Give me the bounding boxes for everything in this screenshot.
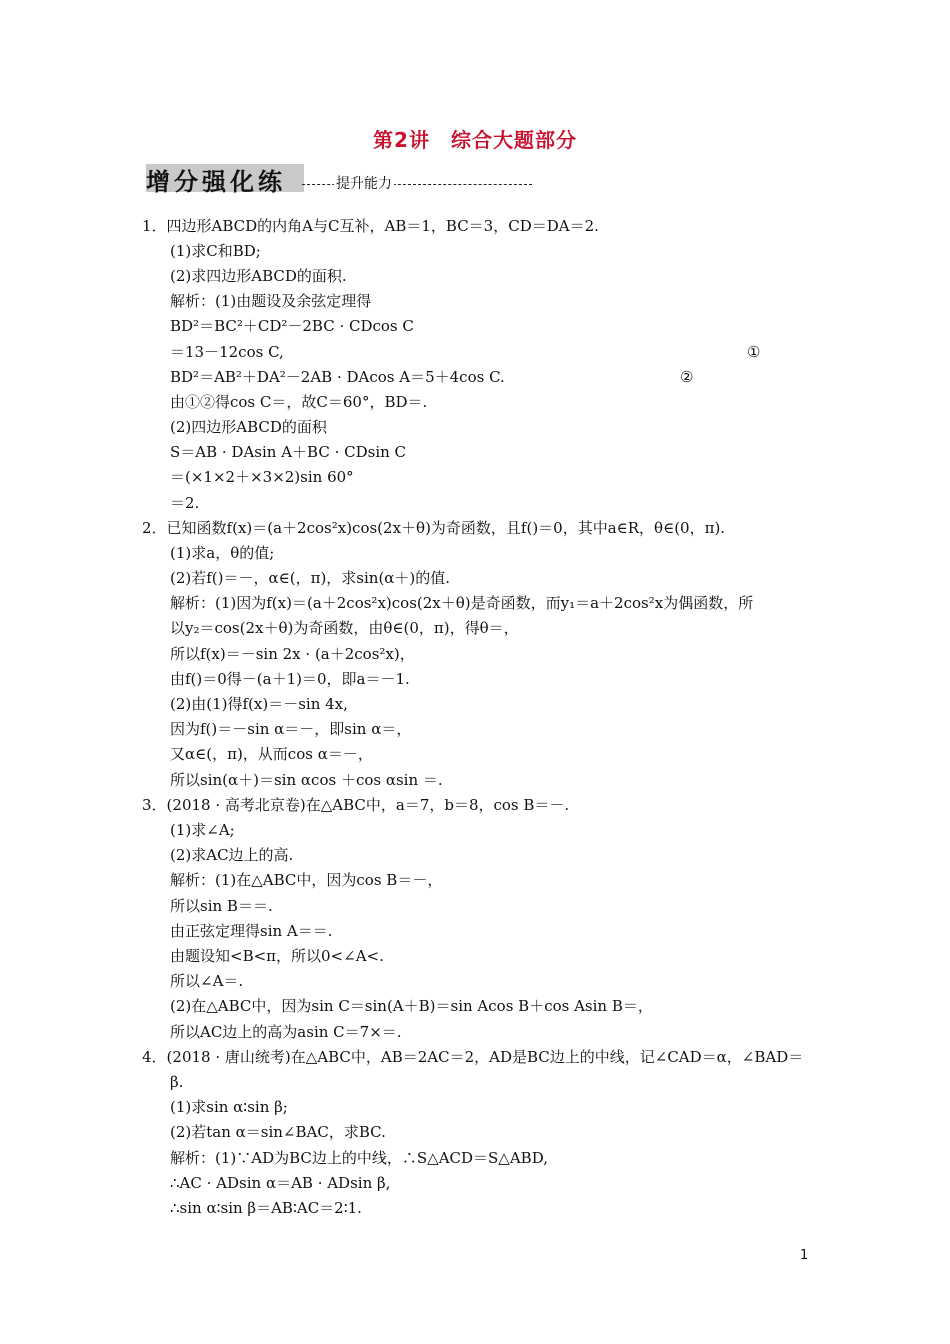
text-line: BD²＝BC²＋CD²－2BC · CDcos C (170, 317, 414, 335)
page-title: 第2讲 综合大题部分 (373, 128, 577, 152)
text-line: (2)求四边形ABCD的面积. (170, 267, 347, 285)
text-line: (2)求AC边上的高. (170, 846, 294, 864)
text-line: S＝AB · DAsin A＋BC · CDsin C (170, 443, 407, 461)
text-line: 解析：(1)∵AD为BC边上的中线，∴S△ACD＝S△ABD, (170, 1149, 548, 1167)
equation-marker-1: ① (747, 343, 761, 361)
text-line: (2)若f()＝－，α∈(，π)，求sin(α＋)的值. (170, 569, 451, 587)
text-line: 所以AC边上的高为asin C＝7×＝. (170, 1023, 402, 1041)
text-line: 又α∈(，π)，从而cos α＝－， (170, 745, 373, 763)
text-line: (1)求C和BD; (170, 242, 261, 260)
text-line: 所以sin(α＋)＝sin αcos ＋cos αsin ＝. (170, 771, 443, 789)
text-line: 以y₂＝cos(2x＋θ)为奇函数，由θ∈(0，π)，得θ＝， (170, 619, 519, 637)
equation-marker-2: ② (680, 368, 694, 386)
text-line: 1．四边形ABCD的内角A与C互补，AB＝1，BC＝3，CD＝DA＝2. (142, 217, 599, 235)
text-line: 所以sin B＝＝. (170, 897, 273, 915)
text-line: ＝(×1×2＋×3×2)sin 60° (170, 468, 354, 486)
text-line: ∴AC · ADsin α＝AB · ADsin β, (170, 1174, 391, 1192)
text-line: 因为f()＝－sin α＝－，即sin α＝， (170, 720, 412, 738)
page-number: 1 (800, 1248, 809, 1263)
text-line: 由题设知<B<π，所以0<∠A<. (170, 947, 384, 965)
text-line: (1)求sin α∶sin β; (170, 1098, 288, 1116)
text-line: ＝2. (170, 494, 200, 512)
text-line: 由①②得cos C＝，故C＝60°，BD＝. (170, 393, 428, 411)
text-line: (2)在△ABC中，因为sin C＝sin(A＋B)＝sin Acos B＋cos Asin B＝， (170, 997, 653, 1015)
text-line: ∴sin α∶sin β＝AB∶AC＝2∶1. (170, 1199, 362, 1217)
text-line: 由正弦定理得sin A＝＝. (170, 922, 333, 940)
text-line: 解析：(1)由题设及余弦定理得 (170, 292, 372, 310)
text-line: (1)求a，θ的值; (170, 544, 275, 562)
text-line: 所以f(x)＝－sin 2x · (a＋2cos²x)， (170, 645, 415, 663)
banner-sub-text: 提升能力 (334, 173, 394, 193)
text-line: 2．已知函数f(x)＝(a＋2cos²x)cos(2x＋θ)为奇函数，且f()＝0，其中a∈R，θ∈(0，π). (142, 519, 726, 537)
text-line: (2)若tan α＝sin∠BAC，求BC. (170, 1123, 386, 1141)
text-line: BD²＝AB²＋DA²－2AB · DAcos A＝5＋4cos C. (170, 368, 505, 386)
text-line: 所以∠A＝. (170, 972, 244, 990)
text-line: (1)求∠A; (170, 821, 235, 839)
section-banner (142, 160, 532, 196)
text-line: 解析：(1)在△ABC中，因为cos B＝－， (170, 871, 443, 889)
text-line: ＝13－12cos C, (170, 343, 284, 361)
text-line: (2)四边形ABCD的面积 (170, 418, 327, 436)
text-line: 3．(2018 · 高考北京卷)在△ABC中，a＝7，b＝8，cos B＝－. (142, 796, 570, 814)
text-line: 4．(2018 · 唐山统考)在△ABC中，AB＝2AC＝2，AD是BC边上的中线，记∠CAD＝α，∠BAD＝ (142, 1048, 804, 1066)
text-line: 解析：(1)因为f(x)＝(a＋2cos²x)cos(2x＋θ)是奇函数，而y₁＝a＋2cos²x为偶函数，所 (170, 594, 754, 612)
banner-main-text: 增分强化练 (146, 168, 286, 196)
text-line: β. (170, 1073, 184, 1091)
text-line: (2)由(1)得f(x)＝－sin 4x, (170, 695, 348, 713)
text-line: 由f()＝0得－(a＋1)＝0，即a＝－1. (170, 670, 410, 688)
